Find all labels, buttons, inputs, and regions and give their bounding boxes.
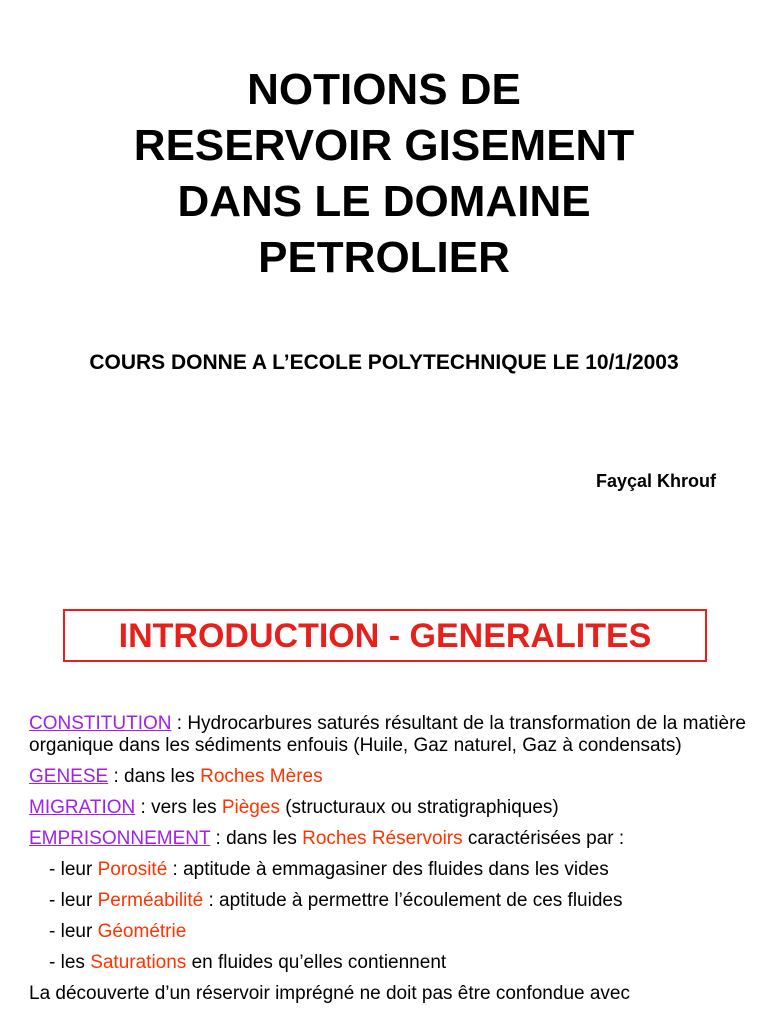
truncated-line: La découverte d’un réservoir imprégné ne doit pas être confondue avec bbox=[29, 983, 630, 1004]
term-constitution: CONSTITUTION bbox=[29, 713, 172, 734]
body-content bbox=[29, 713, 749, 1005]
bullet-prefix: - les bbox=[49, 952, 91, 973]
bullet-text: : aptitude à permettre l’écoulement de ces fluides bbox=[203, 890, 623, 911]
emprisonnement-text-end: caractérisées par : bbox=[462, 828, 625, 849]
constitution-text: : Hydrocarbures saturés résultant de la transformation de la matière organique dans les sédiments enfouis (Huile, Gaz naturel, Gaz à condensats) bbox=[29, 713, 746, 756]
title-line: DANS LE DOMAINE bbox=[177, 177, 591, 226]
title-line: NOTIONS DE bbox=[247, 65, 521, 114]
bullet-prefix: - leur bbox=[49, 921, 98, 942]
list-item bbox=[29, 921, 749, 943]
genese-paragraph bbox=[29, 766, 749, 788]
genese-highlight: Roches Mères bbox=[200, 766, 323, 787]
migration-text: : vers les bbox=[135, 797, 222, 818]
bullet-prefix: - leur bbox=[49, 859, 98, 880]
bullet-highlight: Géométrie bbox=[97, 921, 187, 942]
bullet-text: : aptitude à emmagasiner des fluides dans les vides bbox=[167, 859, 609, 880]
migration-paragraph bbox=[29, 797, 749, 819]
author-name: Fayçal Khrouf bbox=[595, 471, 716, 491]
constitution-paragraph bbox=[29, 713, 749, 757]
document-title bbox=[0, 62, 768, 286]
bullet-highlight: Perméabilité bbox=[97, 890, 204, 911]
migration-highlight: Pièges bbox=[221, 797, 280, 818]
bullet-highlight: Saturations bbox=[90, 952, 187, 973]
list-item bbox=[29, 890, 749, 912]
term-emprisonnement: EMPRISONNEMENT bbox=[29, 828, 211, 849]
emprisonnement-paragraph bbox=[29, 828, 749, 850]
bullet-text: en fluides qu’elles contiennent bbox=[186, 952, 447, 973]
course-subtitle: COURS DONNE A L’ECOLE POLYTECHNIQUE LE 10/1/2003 bbox=[89, 351, 679, 374]
emprisonnement-highlight: Roches Réservoirs bbox=[302, 828, 463, 849]
section-heading: INTRODUCTION - GENERALITES bbox=[63, 609, 707, 662]
bullet-prefix: - leur bbox=[49, 890, 98, 911]
list-item bbox=[29, 952, 749, 974]
genese-text: : dans les bbox=[108, 766, 201, 787]
title-line: RESERVOIR GISEMENT bbox=[133, 121, 635, 170]
term-genese: GENESE bbox=[29, 766, 109, 787]
list-item bbox=[29, 859, 749, 881]
emprisonnement-text: : dans les bbox=[210, 828, 303, 849]
title-line: PETROLIER bbox=[258, 233, 510, 282]
term-migration: MIGRATION bbox=[29, 797, 136, 818]
migration-text-end: (structuraux ou stratigraphiques) bbox=[279, 797, 559, 818]
bullet-highlight: Porosité bbox=[97, 859, 168, 880]
